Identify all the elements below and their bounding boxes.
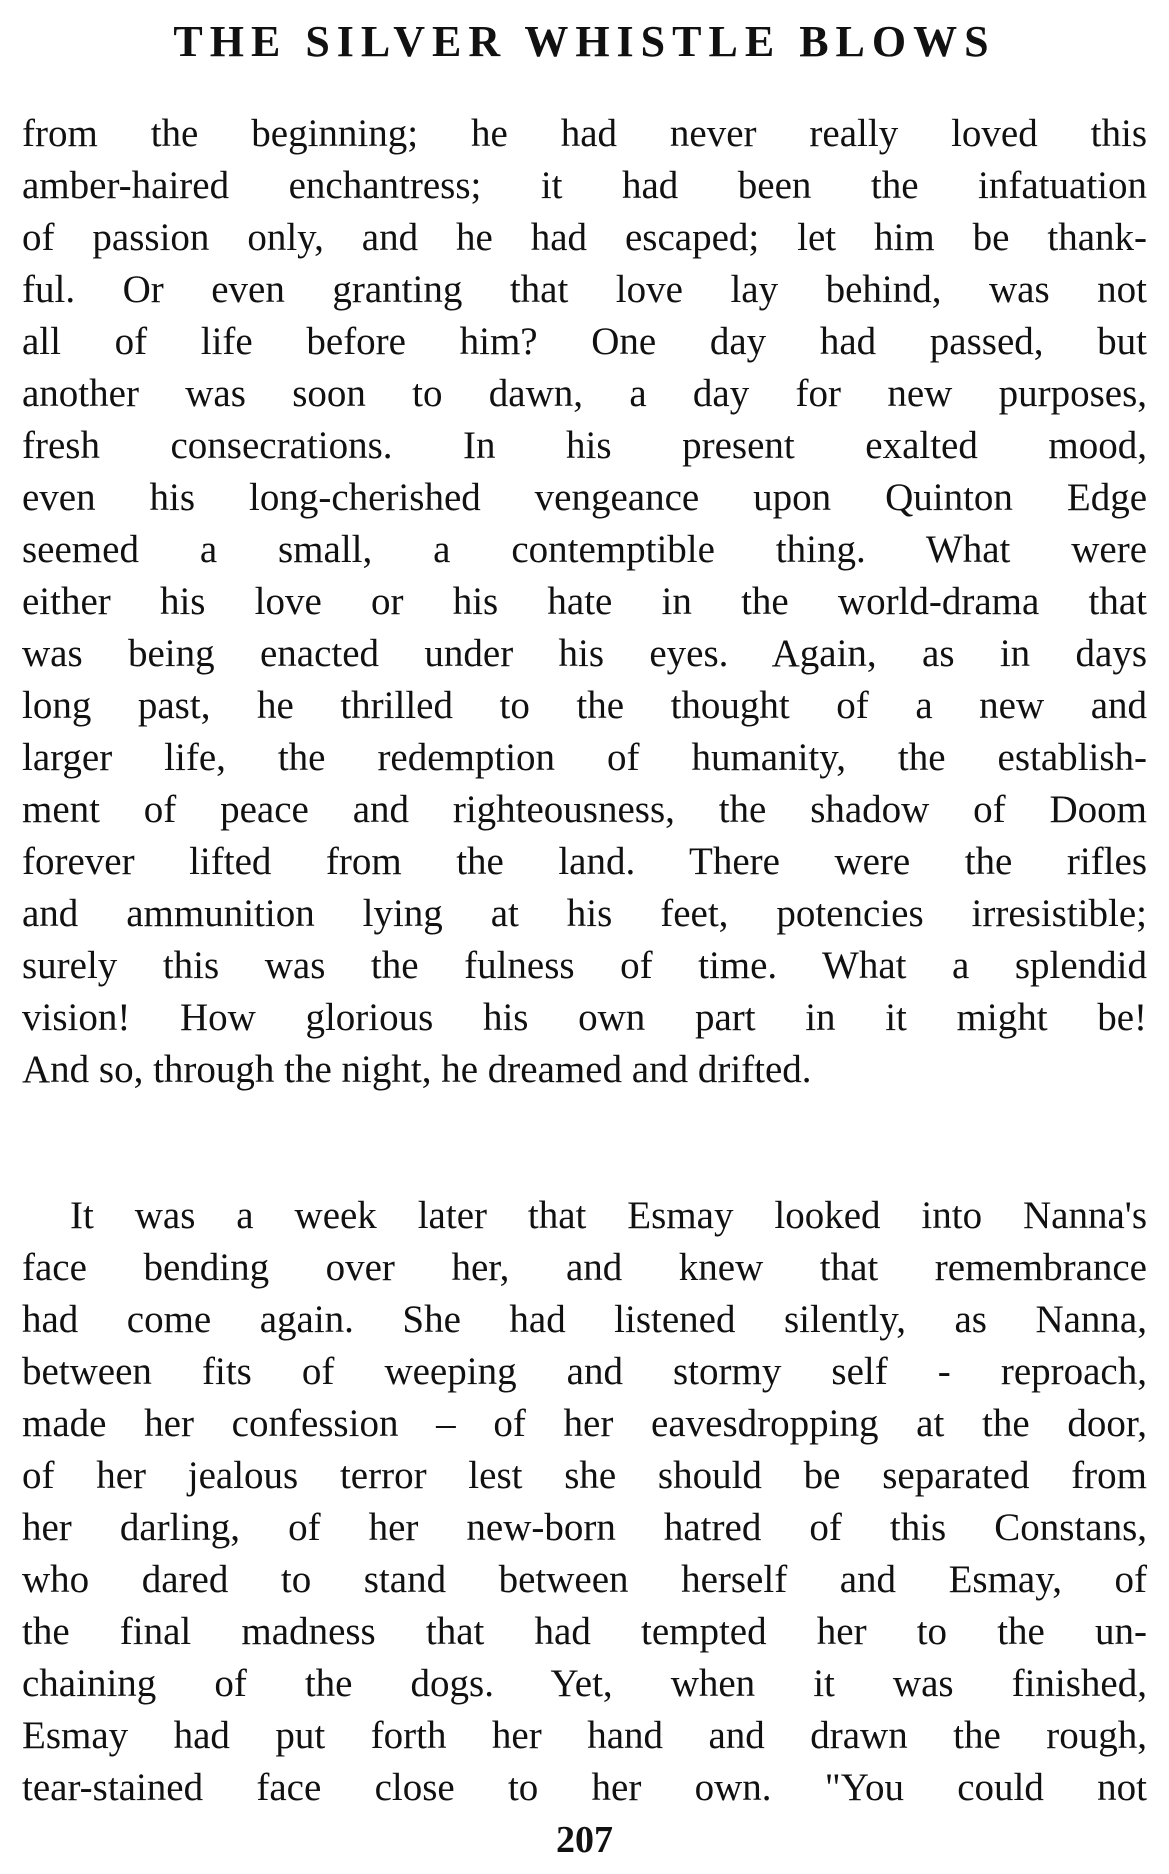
text-line: who dared to stand between herself and Esmay, of [22,1558,1147,1601]
page-number: 207 [556,1819,613,1861]
text-line: It was a week later that Esmay looked into Nanna's [70,1194,1147,1237]
text-line: the final madness that had tempted her to the un- [22,1610,1147,1653]
text-line: even his long-cherished vengeance upon Quinton Edge [22,476,1147,519]
text-line: long past, he thrilled to the thought of a new and [22,684,1147,727]
text-line: face bending over her, and knew that remembrance [22,1246,1147,1289]
running-head: THE SILVER WHISTLE BLOWS [173,17,996,66]
text-line: between fits of weeping and stormy self - reproach, [22,1350,1147,1393]
text-line: of passion only, and he had escaped; let him be thank- [22,216,1147,259]
text-line: was being enacted under his eyes. Again, as in days [22,632,1147,675]
text-line: her darling, of her new-born hatred of this Constans, [22,1506,1147,1549]
text-line: surely this was the fulness of time. What a splendid [22,944,1147,987]
text-line: made her confession – of her eavesdropping at the door, [22,1402,1147,1445]
text-line: Esmay had put forth her hand and drawn the rough, [22,1714,1147,1757]
text-line: either his love or his hate in the world-drama that [22,580,1147,623]
text-line: ful. Or even granting that love lay behind, was not [22,268,1147,311]
paragraph-2 [22,1190,1147,1814]
text-line: had come again. She had listened silently, as Nanna, [22,1298,1147,1341]
text-line: And so, through the night, he dreamed and drifted. [22,1048,812,1091]
text-line: ment of peace and righteousness, the shadow of Doom [22,788,1147,831]
text-line: amber-haired enchantress; it had been the infatuation [22,164,1147,207]
text-line: chaining of the dogs. Yet, when it was finished, [22,1662,1147,1705]
paragraph-1 [22,108,1147,1096]
text-line: fresh consecrations. In his present exalted mood, [22,424,1147,467]
text-line: of her jealous terror lest she should be separated from [22,1454,1147,1497]
text-line: seemed a small, a contemptible thing. What were [22,528,1147,571]
text-line: tear-stained face close to her own. "You could not [22,1766,1147,1809]
text-line: another was soon to dawn, a day for new purposes, [22,372,1147,415]
text-line: and ammunition lying at his feet, potencies irresistible; [22,892,1147,935]
text-line: vision! How glorious his own part in it might be! [22,996,1147,1039]
text-line: larger life, the redemption of humanity, the establish- [22,736,1147,779]
text-line: forever lifted from the land. There were the rifles [22,840,1147,883]
text-line: from the beginning; he had never really loved this [22,112,1147,155]
text-line: all of life before him? One day had passed, but [22,320,1147,363]
